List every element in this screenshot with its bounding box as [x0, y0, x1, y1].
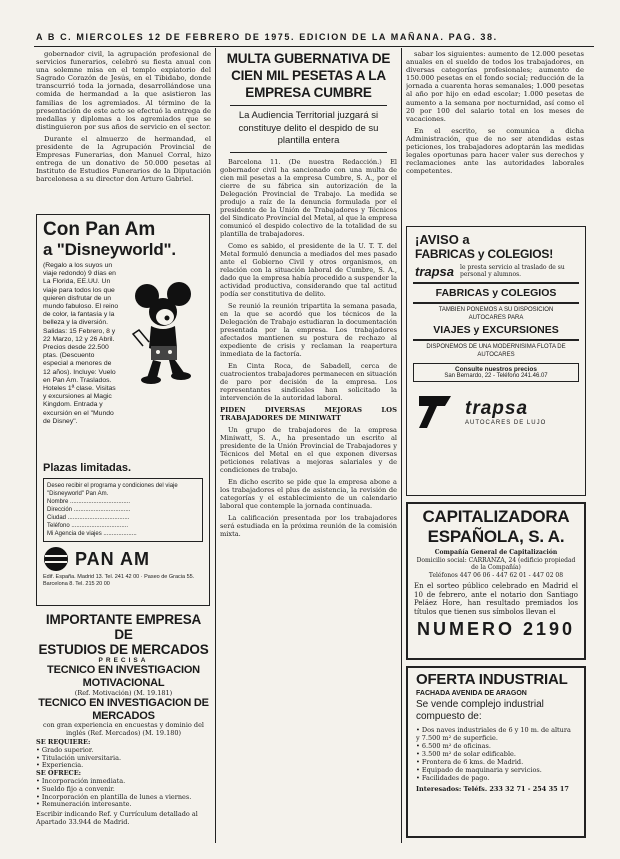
capitalizadora-body: En el sorteo público celebrado en Madrid el 10 de febrero, ante el notario don Santiago Peláez Hore, han resultado premiados los títulos que tienen sus símbolos llevan el — [414, 582, 578, 616]
industrial-item: • Frontera de 6 kms. de Madrid. — [416, 758, 524, 766]
coupon-field-phone: Teléfono .................................. — [47, 523, 129, 529]
trapsa-logo-sub: AUTOCARES DE LUJO — [465, 420, 547, 426]
article-paragraph: En Cinta Roca, de Sabadell, cerca de cuatrocientos trabajadores permanecen en situación de paro por decisión de la empresa. Los representantes sindicales han solicitado la intervención de la autoridad laboral. — [220, 361, 397, 402]
industrial-item: • Dos naves industriales de 6 y 10 m. de altura y 7.500 m² de superficie. — [416, 726, 571, 742]
offer-item: • Incorporación inmediata. — [36, 776, 126, 785]
trapsa-brand: trapsa — [415, 264, 455, 279]
job2-title: TECNICO EN INVESTIGACION DE MERCADOS — [38, 697, 209, 722]
panam-address: Edif. España. Madrid 13. Tel. 241 42 00 · Paseo de Gracia 55. Barcelona 8. Tel. 215 20 00 — [43, 574, 195, 587]
capitalizadora-company: Compañía General de Capitalización — [434, 549, 558, 556]
article-paragraph: Como es sabido, el presidente de la U. T. T. del Metal formuló denuncia a mediados del mes pasado ante el Gobierno Civil y otros organismos, en relación con la situación laboral de Cumbre, S. A., dado que la empresa había procedido a suspender la actividad productiva, considerando que tal actitud podía ser constitutiva de delito. — [220, 241, 397, 298]
job1-ref: (Ref. Motivación) (M. 19.181) — [74, 689, 173, 697]
subhead-rule — [230, 152, 387, 153]
trapsa-ad — [406, 226, 586, 496]
trapsa-logo-icon — [415, 392, 455, 432]
capitalizadora-title-2: ESPAÑOLA, S. A. — [427, 527, 565, 546]
industrial-ad — [406, 666, 586, 838]
divider-bar — [413, 282, 579, 284]
trapsa-line5: VIAJES y EXCURSIONES — [433, 324, 559, 336]
trapsa-line8: San Bernardo, 22 - Teléfono 241.46.07 — [444, 373, 548, 379]
article-paragraph: La calificación presentada por los trabajadores será estudiada en la próxima reunión de la comisión mixta. — [220, 513, 397, 538]
trapsa-line6: DISPONEMOS DE UNA MODERNISIMA FLOTA DE AUTOCARES — [426, 344, 566, 358]
coupon-intro: Deseo recibir el programa y condiciones del viaje "Disneyworld" Pan Am. — [47, 483, 178, 497]
coupon-field-address: Dirección .................................. — [47, 507, 131, 513]
panam-headline: Con Pan Am — [43, 219, 156, 240]
requirement-item: • Experiencia. — [36, 761, 84, 770]
capitalizadora-phones: Teléfonos 447 06 06 - 447 62 01 - 447 02 08 — [428, 571, 564, 579]
panam-ad — [36, 214, 210, 606]
industrial-line1: Se vende complejo industrial compuesto de: — [416, 699, 544, 722]
trapsa-line3: FABRICAS y COLEGIOS — [435, 287, 557, 299]
divider-bar — [413, 302, 579, 304]
trapsa-line2: FABRICAS y COLEGIOS! — [415, 247, 554, 261]
industrial-item: • Facilidades de pago. — [416, 774, 490, 782]
trapsa-line4: TAMBIEN PONEMOS A SU DISPOSICION AUTOCARES PARA — [438, 307, 554, 321]
panam-body: (Regalo a los suyos un viaje redondo) 9 días en La Florida, EE.UU. Un viaje para todos los que quieren disfrutar de un mundo fabuloso. El reino de color, la fantasía y la belleza y la diversión. Salidas: 15 Febrero, 8 y 22 Marzo, 12 y 26 Abril. Precios desde 22.500 ptas. (Descuento especial a menores de 12 años). Incluye: Vuelo en Pan Am. Traslados. Hoteles 1ª clase. Visitas y excursiones al Magic Kingdom. Entrada y excursión en el "Mundo de Disney". — [43, 262, 119, 425]
industrial-sub: FACHADA AVENIDA DE ARAGON — [416, 690, 527, 697]
coupon-field-agency: Mi Agencia de viajes .................... — [47, 531, 137, 537]
trapsa-logo: trapsa — [465, 398, 529, 419]
coupon-field-name: Nombre .................................... — [47, 499, 131, 505]
market-line2: ESTUDIOS DE MERCADOS — [38, 642, 209, 657]
offer-item: • Sueldo fijo a convenir. — [36, 784, 115, 793]
industrial-item: • 3.500 m² de solar edificable. — [416, 750, 516, 758]
trapsa-brand-sub: le presta servicio al traslado de su personal y alumnos. — [460, 264, 565, 278]
industrial-contact: Interesados: Teléfs. 233 32 71 - 254 35 17 — [416, 785, 569, 793]
requirements-label: SE REQUIERE: — [36, 738, 91, 746]
market-line3: PRECISA — [98, 657, 149, 664]
panam-coupon — [43, 478, 203, 542]
mickey-mouse-illustration — [131, 282, 195, 386]
column-divider — [401, 48, 402, 843]
panam-globe-icon — [43, 546, 69, 572]
column-divider — [215, 48, 216, 843]
article-paragraph: Barcelona 11. (De nuestra Redacción.) El gobernador civil ha sancionado con una multa de cien mil pesetas a la empresa Cumbre, S. A., por el cierre de su fábrica sin autorización de la Delegación Provincial de Trabajo. La medida se produjo a raíz de la denuncia formulada por el presidente de la Unión de Trabajadores y Técnicos del Sindicato Provincial del Metal, al que la empresa comunicó el despido colectivo de la totalidad de su plantilla de trabajadores. — [220, 157, 397, 238]
article-paragraph: gobernador civil, la agrupación profesional de servicios funerarios, celebró su fiesta anual con una solemne misa en el templo expiatorio del Sagrado Corazón de Jesús, en el Tibidabo, donde transcurrió toda la jornada, desarrollándose una comida de hermandad a la que asistieron las familias de los agremiados. Al término de la presentación de este acto se efectuó la entrega de medallas y diplomas a los agremiados que se distinguieron por sus años de servicio en el sector. — [36, 50, 211, 131]
industrial-title: OFERTA INDUSTRIAL — [416, 671, 568, 688]
job2-desc: con gran experiencia en encuestas y dominio del inglés (Ref. Mercados) (M. 19.180) — [42, 721, 205, 737]
offer-item: • Incorporación en plantilla de lunes a viernes. — [36, 792, 192, 801]
page-header: A B C. MIERCOLES 12 DE FEBRERO DE 1975. EDICION DE LA MAÑANA. PAG. 38. — [36, 32, 498, 42]
article-paragraph: Se reunió la reunión tripartita la semana pasada, en la que se acordó que los técnicos de la Delegación de Trabajo estudiaran la documentación presentada por la empresa. Los trabajadores afectados mantienen su postura de rechazo al expediente de crisis y reclaman la reapertura inmediata de la factoría. — [220, 301, 397, 358]
panam-headline-2: a "Disneyworld". — [43, 240, 176, 259]
article-headline: MULTA GUBERNATIVA DE CIEN MIL PESETAS A LA EMPRESA CUMBRE — [226, 51, 391, 100]
article-paragraph: En dicho escrito se pide que la empresa abone a los trabajadores el plus de asistencia, la revisión de categorías y el establecimiento de un calendario laboral que contemple la jornada continuada. — [220, 477, 397, 510]
coupon-field-city: Ciudad ..................................... — [47, 515, 130, 521]
trapsa-line1: ¡AVISO a — [415, 232, 470, 247]
market-footer: Escribir indicando Ref. y Currículum detallado al Apartado 33.944 de Madrid. — [36, 810, 198, 826]
number-label: NUMERO — [416, 619, 515, 639]
capitalizadora-number-line — [408, 619, 584, 640]
divider-bar — [413, 339, 579, 341]
capitalizadora-title: CAPITALIZADORA — [422, 507, 570, 526]
trapsa-line7: Consulte nuestros precios — [455, 366, 537, 373]
market-research-ad — [36, 612, 211, 834]
header-rule — [34, 46, 594, 47]
right-article — [406, 50, 584, 222]
winning-number: 2190 — [522, 619, 576, 639]
left-article — [36, 50, 211, 210]
headline-rule — [230, 105, 387, 106]
section-head: PIDEN DIVERSAS MEJORAS LOS TRABAJADORES DE MINIWATT — [220, 405, 397, 422]
offer-item: • Remuneración interesante. — [36, 800, 132, 809]
article-paragraph: Durante el almuerzo de hermandad, el presidente de la Agrupación Provincial de Empresas Funerarias, don Manuel Corral, hizo entrega de un donativo de 50.000 pesetas al Instituto de Estudios Funerarios de la Diputación barcelonesa a su director don Arturo Gabriel. — [36, 134, 211, 184]
capitalizadora-ad — [406, 502, 586, 660]
offer-label: SE OFRECE: — [36, 769, 82, 778]
article-paragraph: En el escrito, se comunica a dicha Administración, que de no ser atendidas estas peticiones, los trabajadores adoptarán las medidas legales oportunas para hacer valer sus derechos y reclamaciones ante las autoridades laborales competentes. — [406, 126, 584, 176]
requirement-item: • Titulación universitaria. — [36, 753, 122, 762]
trapsa-contact-box — [413, 363, 579, 382]
article-subhead: La Audiencia Territorial juzgará si constituye delito el despido de su plantilla entera — [238, 110, 379, 146]
market-line1: IMPORTANTE EMPRESA DE — [45, 612, 202, 642]
job1-title: TECNICO EN INVESTIGACION MOTIVACIONAL — [47, 664, 200, 689]
capitalizadora-address: Domicilio social: CARRANZA, 24 (edificio propiedad de la Compañía) — [416, 556, 576, 571]
article-paragraph: Un grupo de trabajadores de la empresa Miniwatt, S. A., ha presentado un escrito al presidente de la Unión Provincial de Trabajadores y Técnicos del Metal en el que exponen diversas peticiones relativas a mejoras salariales y de condiciones de trabajo. — [220, 425, 397, 474]
article-paragraph: sabar los siguientes: aumento de 12.000 pesetas anuales en el sueldo de todos los trabajadores, en diversas categorías profesionales; aumento de 150.000 pesetas en el fondo social; reducción de la jornada a cuarenta horas semanales; 1.000 pesetas al año por hijo en edad escolar; 1.000 pesetas de aumento a la semana por nocturnidad, así como el 20 por 100 del salario total en los meses de vacaciones. — [406, 50, 584, 123]
panam-logo: PAN AM — [75, 548, 150, 569]
industrial-item: • 6.500 m² de oficinas. — [416, 742, 491, 750]
requirement-item: • Grado superior. — [36, 745, 94, 754]
panam-plazas: Plazas limitadas. — [43, 462, 132, 474]
center-article — [220, 50, 397, 845]
industrial-item: • Equipado de maquinaria y servicios. — [416, 766, 542, 774]
